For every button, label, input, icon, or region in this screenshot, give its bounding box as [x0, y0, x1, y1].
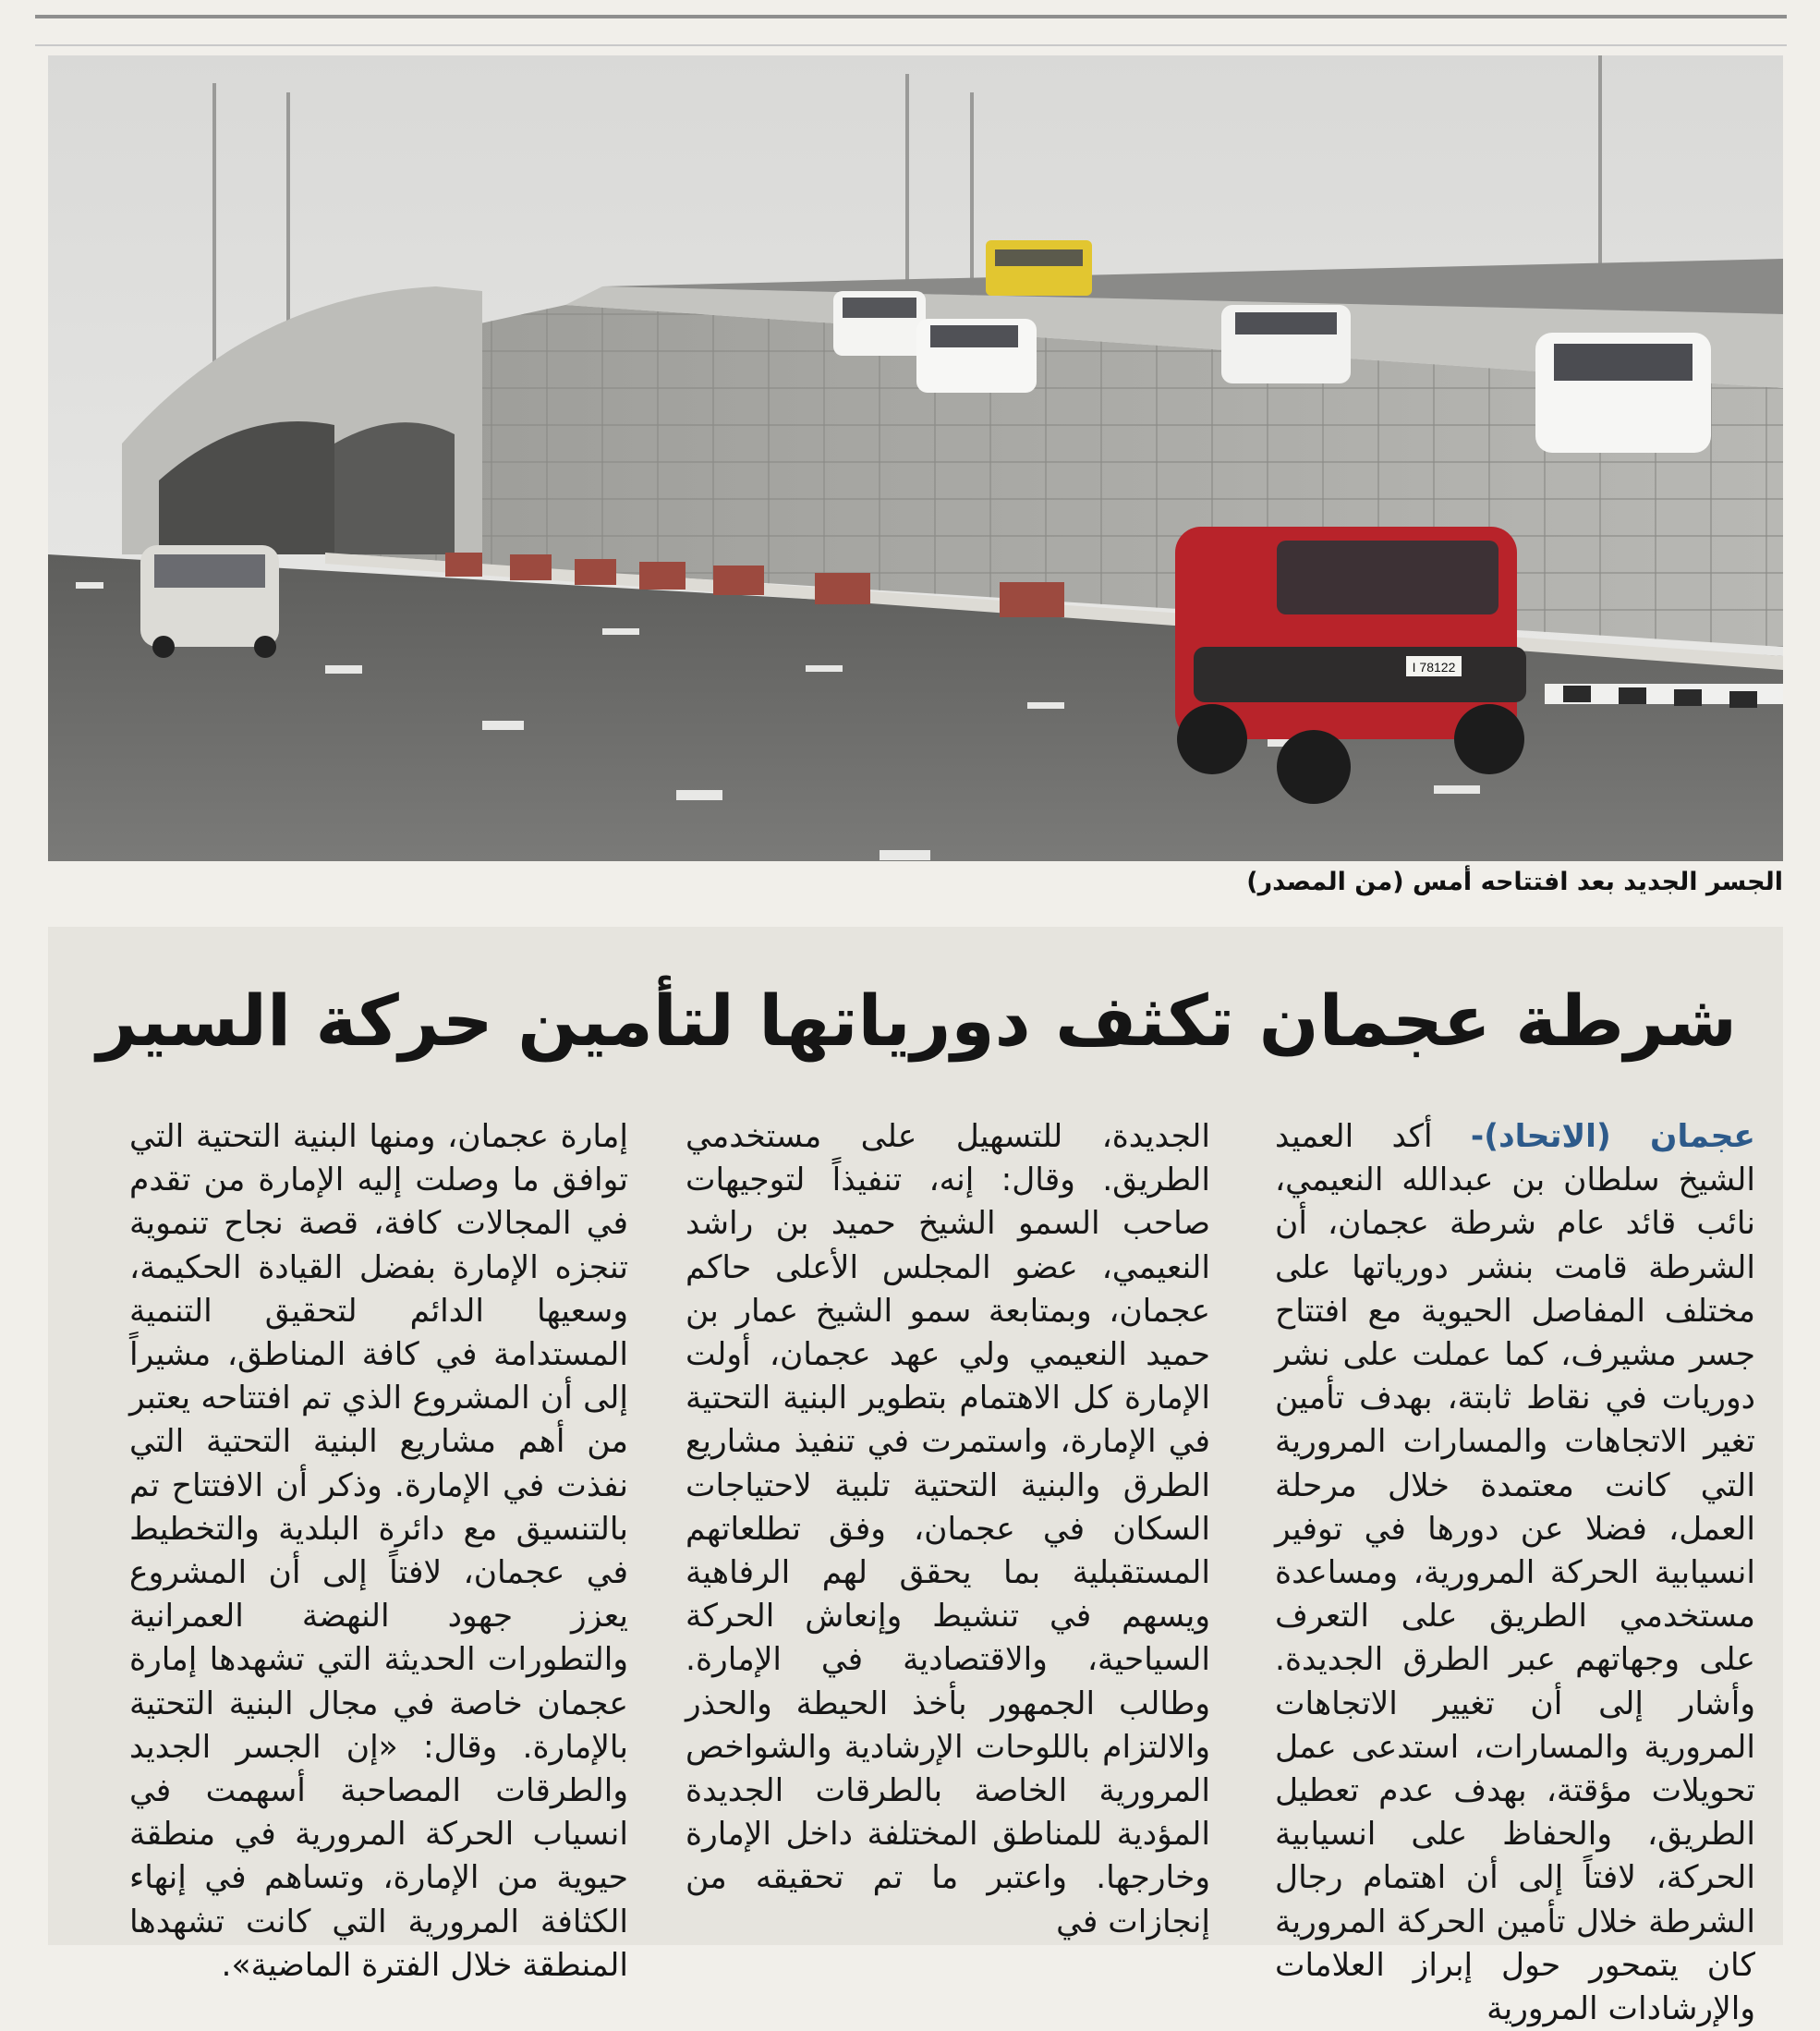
- silver-car: [140, 545, 279, 658]
- article-dateline: عجمان (الاتحاد)-: [1470, 1118, 1755, 1155]
- tunnel-opening-2: [334, 422, 455, 554]
- bus-windows: [995, 249, 1083, 266]
- article-column-1-text: أكد العميد الشيخ سلطان بن عبدالله النعيمي، نائب قائد عام شرطة عجمان، أن الشرطة قامت بنشر دورياتها على مختلف المفاصل الحيوية مع افتتاح جسر مشيرف، كما عملت على نشر دوريات في نقاط ثابتة، بهدف تأمين تغير الاتجاهات والمسارات المرورية التي كانت معتمدة خلال مرحلة العمل، فضلا عن دورها في توفير انسيابية الحركة المرورية، ومساعدة مستخدمي الطريق على التعرف على وجهاتهم عبر الطرق الجديدة. وأشار إلى أن تغيير الاتجاهات المرورية والمسارات، استدعى عمل تحويلات مؤقتة، بهدف عدم تعطيل الطريق، والحفاظ على انسيابية الحركة، لافتاً إلى أن اهتمام رجال الشرطة خلال تأمين الحركة المرورية كان يتمحور حول إبراز العلامات والإرشادات المرورية: [1275, 1118, 1755, 2028]
- school-bus: [986, 240, 1092, 296]
- top-rule-thin: [35, 44, 1787, 46]
- article-column-1: [1275, 1115, 1755, 2028]
- article-column-2: [686, 1115, 1210, 1940]
- article-column-3: [129, 1115, 628, 1984]
- article-headline: شرطة عجمان تكثف دورياتها لتأمين حركة السير: [96, 979, 1737, 1062]
- bridge-photo: [48, 55, 1783, 861]
- article-column-3-text: إمارة عجمان، ومنها البنية التحتية التي توافق ما وصلت إليه الإمارة من تقدم في المجالات كافة، قصة نجاح تنموية تنجزه الإمارة بفضل القيادة الحكيمة، وسعيها الدائم لتحقيق التنمية المستدامة في كافة المناطق، مشيراً إلى أن المشروع الذي تم افتتاحه يعتبر من أهم مشاريع البنية التحتية التي نفذت في الإمارة. وذكر أن الافتتاح تم بالتنسيق مع دائرة البلدية والتخطيط في عجمان، لافتاً إلى أن المشروع يعزز جهود النهضة العمرانية والتطورات الحديثة التي تشهدها إمارة عجمان خاصة في مجال البنية التحتية بالإمارة. وقال: «إن الجسر الجديد والطرقات المصاحبة أسهمت في انسياب الحركة المرورية في منطقة حيوية من الإمارة، وتساهم في إنهاء الكثافة المرورية التي كانت تشهدها المنطقة خلال الفترة الماضية».: [129, 1118, 628, 1984]
- bridge-photo-illustration: [48, 55, 1783, 861]
- photo-caption: الجسر الجديد بعد افتتاحه أمس (من المصدر): [1246, 868, 1783, 896]
- license-plate: I 78122: [1412, 660, 1456, 675]
- article-column-2-text: الجديدة، للتسهيل على مستخدمي الطريق. وقال: إنه، تنفيذاً لتوجيهات صاحب السمو الشيخ حميد بن راشد النعيمي، عضو المجلس الأعلى حاكم عجمان، وبمتابعة سمو الشيخ عمار بن حميد النعيمي ولي عهد عجمان، أولت الإمارة كل الاهتمام بتطوير البنية التحتية في الإمارة، واستمرت في تنفيذ مشاريع الطرق والبنية التحتية تلبية لاحتياجات السكان في عجمان، وفق تطلعاتهم المستقبلية بما يحقق لهم الرفاهية ويسهم في تنشيط وإنعاش الحركة السياحية، والاقتصادية في الإمارة. وطالب الجمهور بأخذ الحيطة والحذر والالتزام باللوحات الإرشادية والشواخص المرورية الخاصة بالطرقات الجديدة المؤدية للمناطق المختلفة داخل الإمارة وخارجها. واعتبر ما تم تحقيقه من إنجازات في: [686, 1118, 1210, 1940]
- top-rule: [35, 15, 1787, 18]
